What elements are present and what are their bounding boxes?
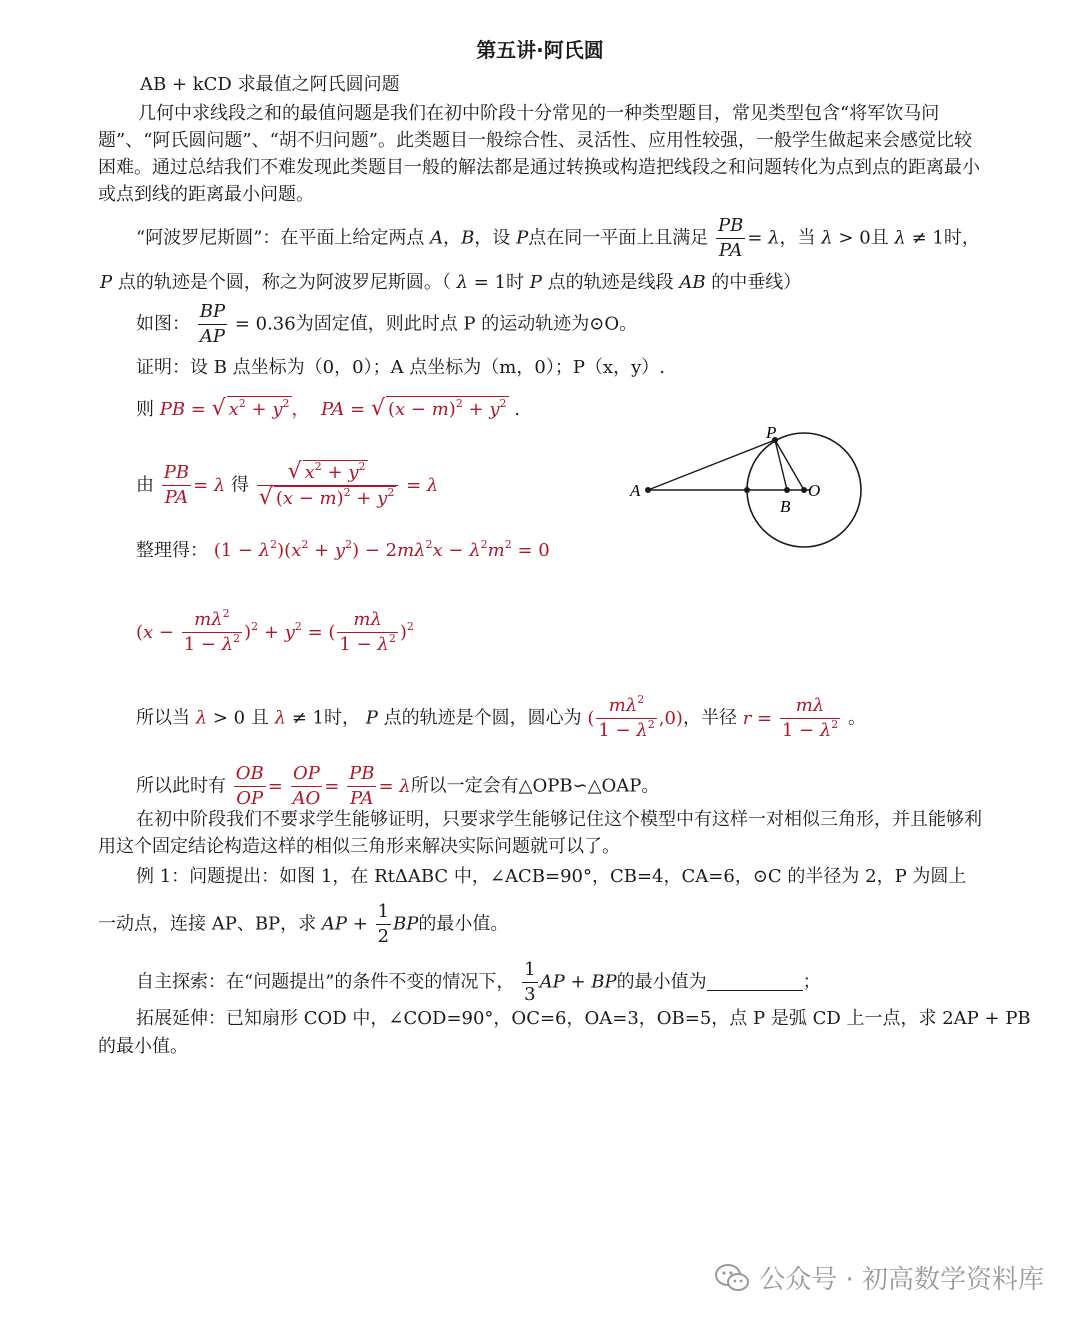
ratio-equation: 由 $\frac{PB}{PA}$ = λ 得 $\frac{√ x^2 + y^2}{√ (x - m)^2 + y^2}$ = λ (136, 459, 439, 510)
closing-paragraph: 在初中阶段我们不要求学生能够证明，只要求学生能够记住这个模型中有这样一对相似三角形，并且能够利用这个固定结论构造这样的相似三角形来解决实际问题就可以了。 (98, 809, 982, 857)
center-radius: 所以当 λ > 0 且 λ ≠ 1时， P 点的轨迹是个圆，圆心为 ( $\frac{m\lambda^2}{1 - \lambda^2}$ ,0)，半径 r = $\frac{m\lambda}{1 - \lambda^2}$ 。 (136, 693, 866, 741)
apollonius-definition-cont: P 点的轨迹是个圆，称之为阿波罗尼斯圆。（ λ = 1时 P 点的轨迹是线段 AB 的中垂线） (100, 272, 802, 293)
proof-setup: 证明：设 B 点坐标为（0，0）；A 点坐标为（m，0）；P（x，y）. (136, 357, 665, 378)
apollonius-diagram (620, 418, 880, 558)
segment-AP (648, 440, 775, 490)
point-B (784, 487, 790, 493)
label-P: P (766, 423, 777, 442)
label-O: O (808, 481, 821, 500)
segment-PO (775, 440, 804, 490)
segment-PB (775, 440, 787, 490)
page-title: 第五讲·阿氏圆 (476, 38, 604, 62)
extension-question-cont: 的最小值。 (98, 1036, 188, 1057)
subtitle: AB + kCD 求最值之阿氏圆问题 (140, 74, 400, 95)
circle-equation: (x − $\frac{m\lambda^2}{1 - \lambda^2}$ )$^2 + y^2$ = ( $\frac{m\lambda}{1 - \lambda^2}$ )$^2$ (136, 607, 414, 655)
watermark (715, 1259, 1044, 1296)
extension-question: 拓展延伸：已知扇形 COD 中，∠COD=90°，OC=6，OA=3，OB=5，点 P 是弧 CD 上一点，求 2AP + PB (136, 1008, 1031, 1029)
intro-paragraph: 几何中求线段之和的最值问题是我们在初中阶段十分常见的一种类型题目，常见类型包含“将军饮马问题”、“阿氏圆问题”、“胡不归问题”。此类题目一般综合性、灵活性、应用性较强，一般学生做起来会感觉比较困难。通过总结我们不难发现此类题目一般的解法都是通过转换或构造把线段之和问题转化为点到点的距离最小或点到线的距离最小问题。 (98, 103, 980, 205)
point-O (801, 487, 807, 493)
explore-question: 自主探索：在“问题提出”的条件不变的情况下， $\frac{1}{3}$ AP + BP的最小值为 ； (136, 959, 821, 1005)
example-statement: 例 1：问题提出：如图 1，在 RtΔABC 中，∠ACB=90°，CB=4，CA=6，⊙C 的半径为 2，P 为圆上 (136, 866, 967, 887)
label-B: B (780, 497, 791, 516)
similar-triangles: 所以此时有 $\frac{OB}{OP}$ = $\frac{OP}{AO}$ = $\frac{PB}{PA}$ = λ所以一定会有△OPB∽△OAP。 (136, 763, 660, 809)
watermark-text: 公众号 · 初高数学资料库 (759, 1265, 1044, 1295)
label-A: A (630, 481, 641, 500)
point-left (744, 487, 750, 493)
point-A (645, 487, 651, 493)
simplified-equation: 整理得： $(1 - \lambda^2)(x^2 + y^2) - 2m\lambda^2x - \lambda^2m^2 = 0$ (136, 538, 550, 561)
distance-formulas: 则 PB = √ $x^2 + y^2$ ， PA = √ $(x - m)^2 + y^2$ . (136, 396, 520, 421)
example-question: 一动点，连接 AP、BP，求 AP + $\frac{1}{2}$ BP的最小值。 (98, 901, 509, 947)
wechat-icon (715, 1263, 749, 1293)
apollonius-definition: “阿波罗尼斯圆”：在平面上给定两点 A，B，设 P点在同一平面上且满足 $\frac{PB}{PA}$ = λ，当 λ > 0且 λ ≠ 1时， (136, 215, 980, 261)
answer-blank[interactable] (707, 972, 803, 991)
figure-note: 如图： $\frac{BP}{AP}$ = 0.36为固定值，则此时点 P 的运动轨迹为⊙O。 (136, 301, 638, 347)
